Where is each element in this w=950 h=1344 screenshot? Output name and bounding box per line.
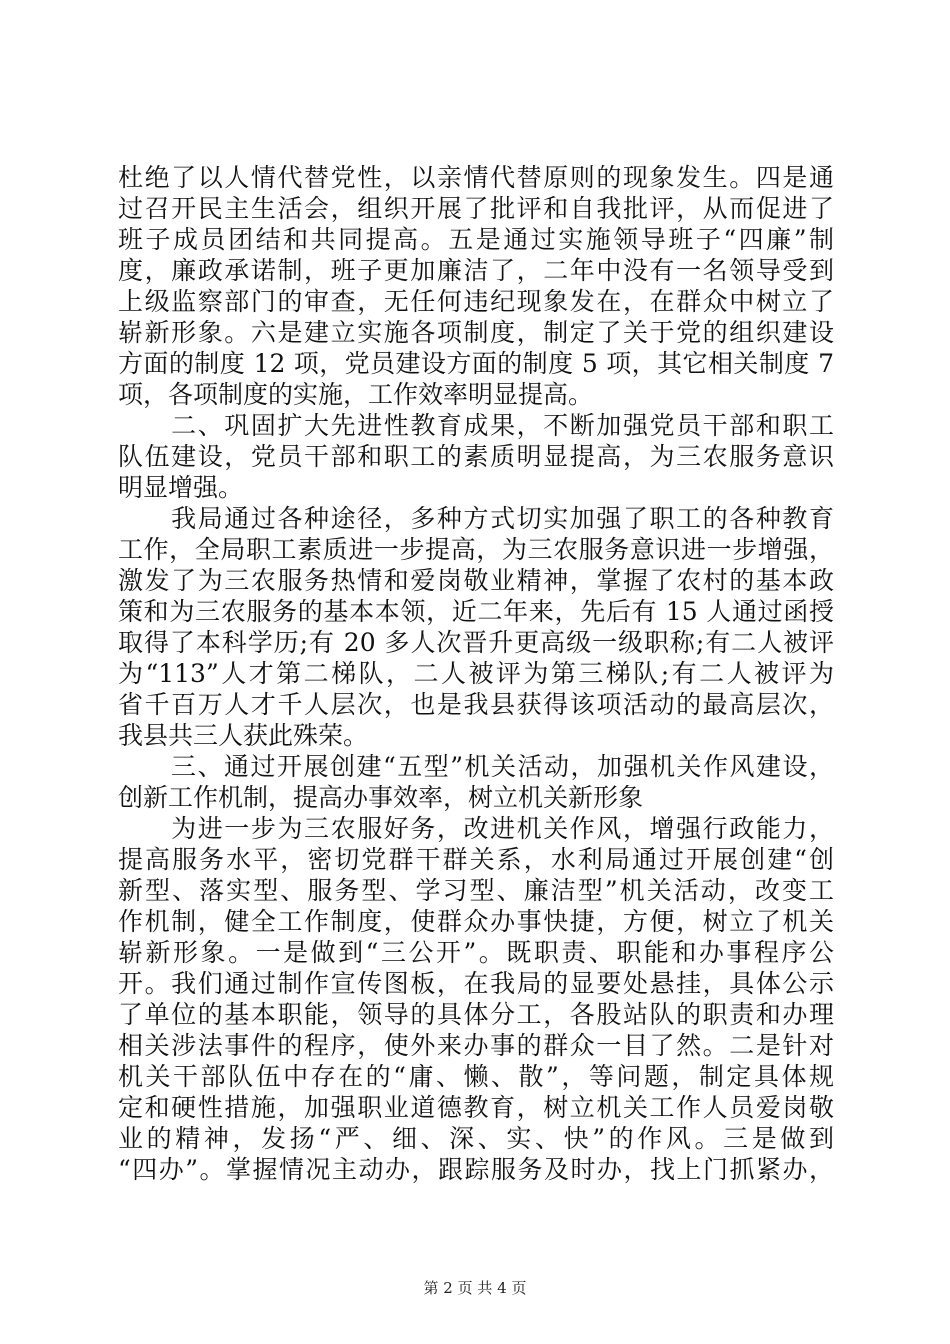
text-line: 项，各项制度的实施，工作效率明显提高。: [118, 380, 594, 409]
text-line: 明显增强。: [118, 473, 244, 502]
text-line: 崭新形象。六是建立实施各项制度，制定了关于党的组织建设: [118, 318, 834, 347]
page-footer: 第 2 页 共 4 页: [423, 1279, 527, 1297]
text-line: 策和为三农服务的基本本领，近二年来，先后有 15 人通过函授: [118, 597, 834, 626]
text-line: 相关涉法事件的程序，使外来办事的群众一目了然。二是针对: [118, 1031, 834, 1060]
text-line: 二、巩固扩大先进性教育成果，不断加强党员干部和职工: [118, 411, 834, 440]
text-line: 杜绝了以人情代替党性，以亲情代替原则的现象发生。四是通: [118, 163, 834, 192]
text-line: 为“113”人才第二梯队，二人被评为第三梯队;有二人被评为: [118, 659, 834, 688]
text-line: 过召开民主生活会，组织开展了批评和自我批评，从而促进了: [118, 194, 834, 223]
text-line: 了单位的基本职能，领导的具体分工，各股站队的职责和办理: [118, 1000, 834, 1029]
text-line: 创新工作机制，提高办事效率，树立机关新形象: [118, 783, 644, 812]
text-line: 三、通过开展创建“五型”机关活动，加强机关作风建设，: [118, 752, 834, 781]
document-body: [118, 162, 834, 1185]
text-line: “四办”。掌握情况主动办，跟踪服务及时办，找上门抓紧办，: [118, 1155, 834, 1184]
text-line: 机关干部队伍中存在的“庸、懒、散”，等问题，制定具体规: [118, 1062, 834, 1091]
text-line: 崭新形象。一是做到“三公开”。既职责、职能和办事程序公: [118, 938, 834, 967]
text-line: 业的精神，发扬“严、细、深、实、快”的作风。三是做到: [118, 1124, 834, 1153]
text-line: 班子成员团结和共同提高。五是通过实施领导班子“四廉”制: [118, 225, 834, 254]
text-line: 省千百万人才千人层次，也是我县获得该项活动的最高层次，: [118, 690, 834, 719]
text-line: 激发了为三农服务热情和爱岗敬业精神，掌握了农村的基本政: [118, 566, 834, 595]
text-line: 方面的制度 12 项，党员建设方面的制度 5 项，其它相关制度 7: [118, 349, 834, 378]
text-line: 提高服务水平，密切党群干群关系，水利局通过开展创建“创: [118, 845, 834, 874]
text-line: 队伍建设，党员干部和职工的素质明显提高，为三农服务意识: [118, 442, 834, 471]
text-line: 上级监察部门的审查，无任何违纪现象发在，在群众中树立了: [118, 287, 834, 316]
text-line: 我局通过各种途径，多种方式切实加强了职工的各种教育: [118, 504, 834, 533]
text-line: 取得了本科学历;有 20 多人次晋升更高级一级职称;有二人被评: [118, 628, 834, 657]
text-line: 新型、落实型、服务型、学习型、廉洁型”机关活动，改变工: [118, 876, 834, 905]
text-line: 定和硬性措施，加强职业道德教育，树立机关工作人员爱岗敬: [118, 1093, 834, 1122]
text-line: 度，廉政承诺制，班子更加廉洁了，二年中没有一名领导受到: [118, 256, 834, 285]
text-line: 开。我们通过制作宣传图板，在我局的显要处悬挂，具体公示: [118, 969, 834, 998]
text-line: 作机制，健全工作制度，使群众办事快捷，方便，树立了机关: [118, 907, 834, 936]
text-line: 我县共三人获此殊荣。: [118, 721, 369, 750]
text-line: 为进一步为三农服好务，改进机关作风，增强行政能力，: [118, 814, 834, 843]
text-line: 工作，全局职工素质进一步提高，为三农服务意识进一步增强，: [118, 535, 834, 564]
